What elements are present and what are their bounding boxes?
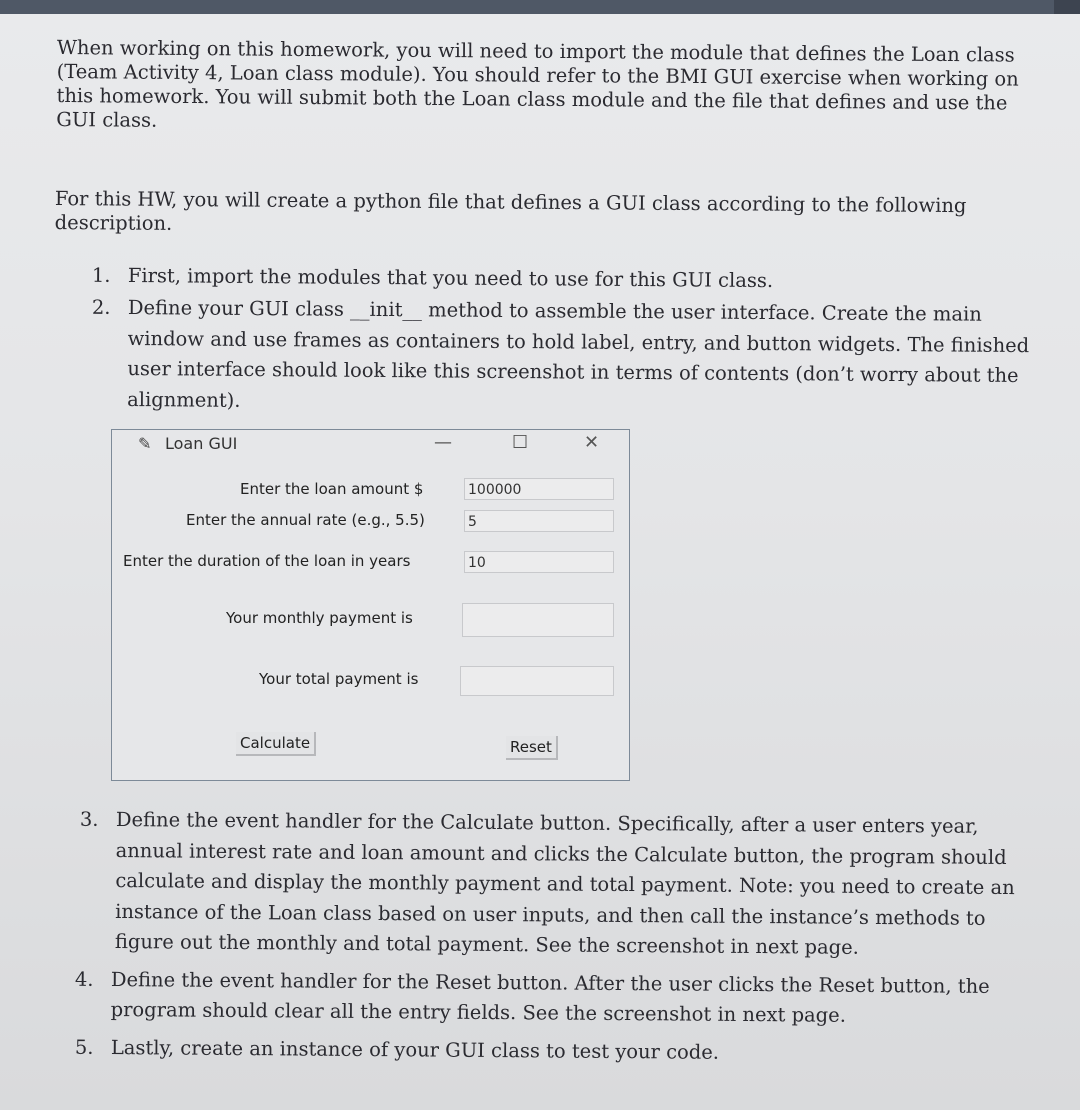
loan-amount-label: Enter the loan amount $ bbox=[240, 480, 424, 498]
total-payment-label: Your total payment is bbox=[259, 670, 419, 688]
step-text: Define the event handler for the Calculate button. Specifically, after a user enters year, annual interest rate and loan amount and clicks the Calculate button, the program should calculate and display the monthly payment and total payment. Note: you need to create an instance of the Loan class based on user inputs, and then call the instance’s methods to figure out the monthly and total payment. See the screenshot in next page. bbox=[114, 807, 1015, 959]
step-number: 2. bbox=[91, 295, 111, 319]
monthly-payment-output bbox=[462, 603, 614, 637]
step-text: Define the event handler for the Reset button. After the user clicks the Reset button, the program should clear all the entry fields. See the screenshot in next page. bbox=[110, 967, 990, 1027]
annual-rate-label: Enter the annual rate (e.g., 5.5) bbox=[186, 511, 425, 529]
top-bar-corner bbox=[1054, 0, 1080, 14]
calculate-button[interactable]: Calculate bbox=[236, 732, 316, 756]
step-number: 4. bbox=[74, 967, 94, 991]
step-2 bbox=[91, 293, 1048, 422]
step-text: Lastly, create an instance of your GUI class to test your code. bbox=[110, 1035, 720, 1064]
step-number: 1. bbox=[91, 263, 111, 287]
intro-paragraph-2: For this HW, you will create a python file that defines a GUI class according to the following description. bbox=[54, 187, 967, 235]
loan-gui-window bbox=[111, 429, 630, 781]
loan-years-entry[interactable]: 10 bbox=[464, 551, 614, 573]
minimize-button[interactable]: — bbox=[434, 432, 452, 453]
feather-icon: ✎ bbox=[138, 434, 152, 453]
total-payment-output bbox=[460, 666, 614, 696]
intro-paragraph-1: When working on this homework, you will need to import the module that defines the Loan class (Team Activity 4, Loan class module). You should refer to the BMI GUI exercise when working on this homework. You will submit both the Loan class module and the file that defines and use the GUI class. bbox=[56, 36, 1019, 132]
step-number: 3. bbox=[79, 807, 99, 831]
step-number: 5. bbox=[74, 1035, 94, 1059]
loan-amount-entry[interactable]: 100000 bbox=[464, 478, 614, 500]
loan-years-label: Enter the duration of the loan in years bbox=[123, 552, 411, 570]
step-text: First, import the modules that you need to use for this GUI class. bbox=[127, 263, 774, 293]
annual-rate-entry[interactable]: 5 bbox=[464, 510, 614, 532]
step-3 bbox=[79, 805, 1036, 965]
step-1 bbox=[91, 261, 1028, 298]
monthly-payment-label: Your monthly payment is bbox=[226, 609, 413, 627]
step-5 bbox=[74, 1033, 1031, 1070]
maximize-button[interactable]: ☐ bbox=[512, 432, 529, 453]
reset-button[interactable]: Reset bbox=[506, 736, 558, 760]
step-4 bbox=[74, 965, 1031, 1032]
top-bar bbox=[0, 0, 1080, 14]
step-text: Define your GUI class __init__ method to assemble the user interface. Create the main window and use frames as containers to hold label, entry, and button widgets. The finished user interface should look like this screenshot in terms of contents (don’t worry about the alignment). bbox=[127, 295, 1030, 412]
window-title: Loan GUI bbox=[165, 434, 238, 453]
close-button[interactable]: ✕ bbox=[584, 432, 600, 453]
